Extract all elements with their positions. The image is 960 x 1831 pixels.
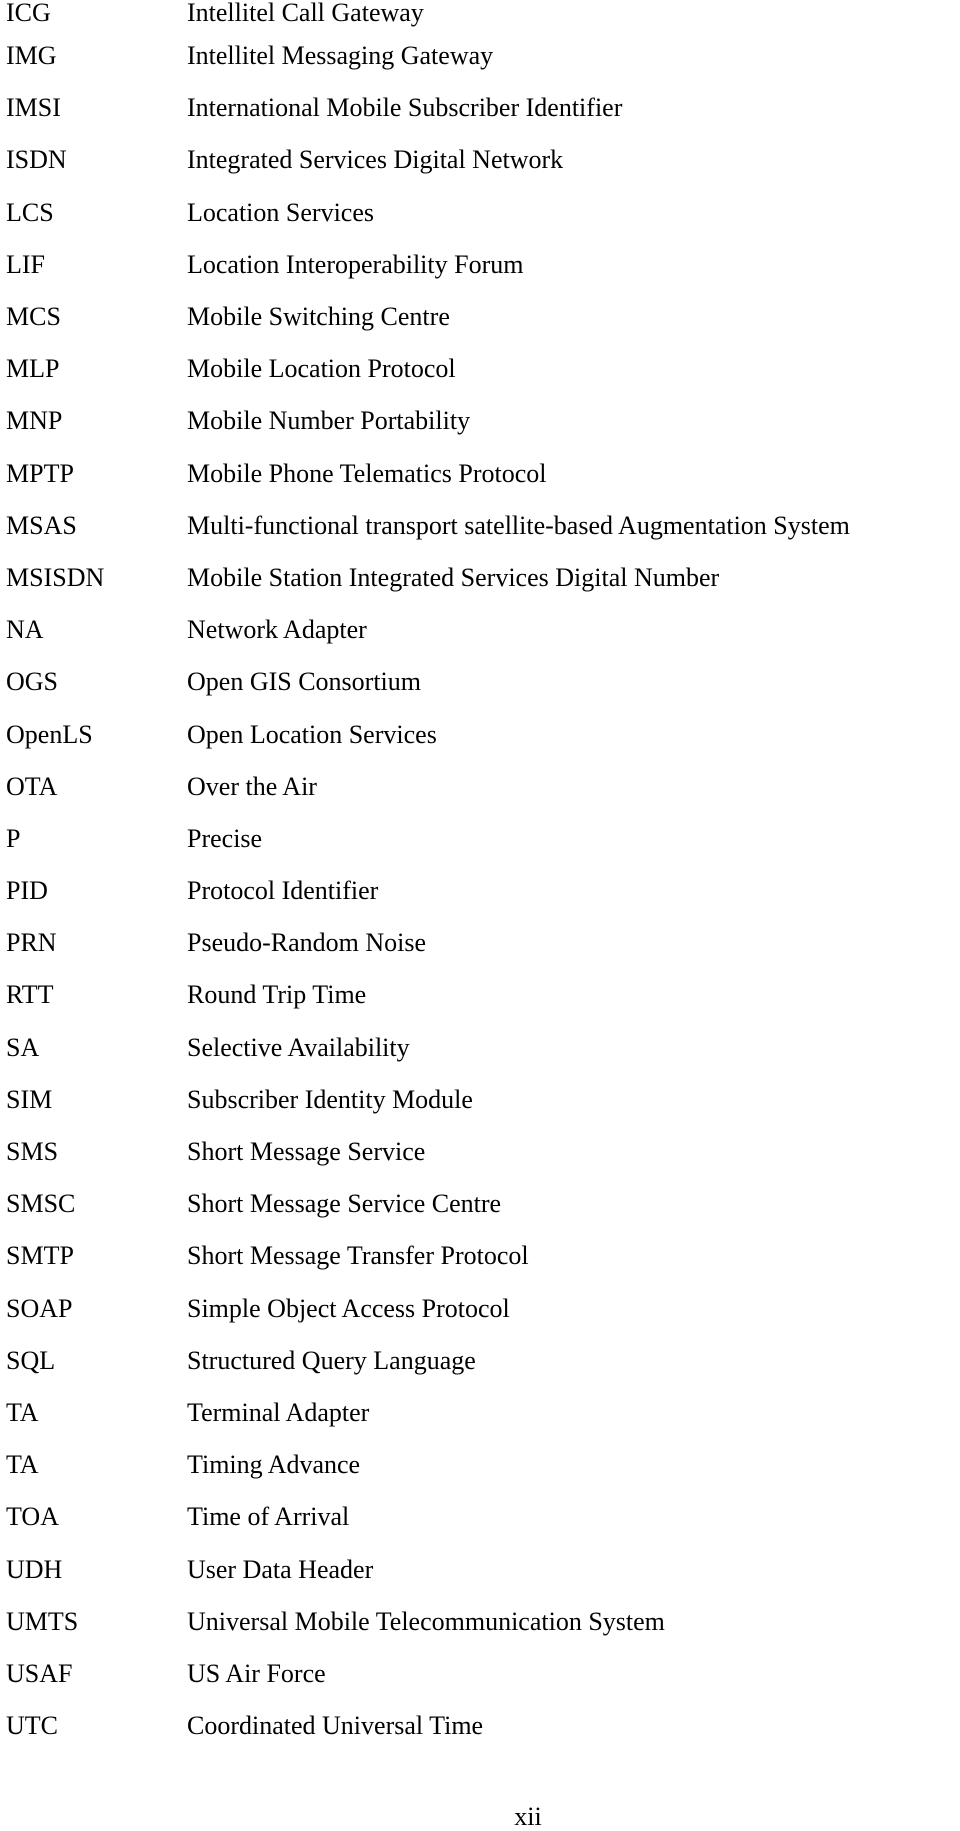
abbreviation-definition: Time of Arrival bbox=[187, 1502, 350, 1532]
abbreviation: MSISDN bbox=[6, 562, 105, 592]
abbreviation-row bbox=[6, 343, 956, 395]
abbreviation-definition: US Air Force bbox=[187, 1658, 326, 1688]
abbreviation-definition: Pseudo-Random Noise bbox=[187, 928, 427, 958]
abbreviation-row bbox=[6, 1700, 956, 1752]
abbreviation-definition: Open GIS Consortium bbox=[187, 667, 421, 697]
abbreviation-row bbox=[6, 239, 956, 291]
abbreviation-row bbox=[6, 1178, 956, 1230]
abbreviation-definition: Network Adapter bbox=[187, 615, 367, 645]
abbreviation-row bbox=[6, 969, 956, 1021]
abbreviation: IMSI bbox=[6, 93, 61, 123]
abbreviation-definition: User Data Header bbox=[187, 1554, 374, 1584]
abbreviation-row bbox=[6, 1126, 956, 1178]
abbreviation-row bbox=[6, 1648, 956, 1700]
abbreviation: MCS bbox=[6, 302, 61, 332]
abbreviation-row bbox=[6, 1491, 956, 1543]
abbreviation-definition: Structured Query Language bbox=[187, 1345, 476, 1375]
abbreviation-row bbox=[6, 395, 956, 447]
abbreviation: MPTP bbox=[6, 458, 74, 488]
abbreviation: SMSC bbox=[6, 1189, 76, 1219]
abbreviation: P bbox=[6, 823, 21, 853]
abbreviation-row bbox=[6, 82, 956, 134]
abbreviation: ISDN bbox=[6, 145, 67, 175]
abbreviation-row bbox=[6, 448, 956, 500]
abbreviation-definition: Mobile Phone Telematics Protocol bbox=[187, 458, 547, 488]
abbreviation-row bbox=[6, 708, 956, 760]
abbreviation: OTA bbox=[6, 771, 58, 801]
abbreviation: IMG bbox=[6, 41, 57, 71]
abbreviation-definition: Location Interoperability Forum bbox=[187, 249, 524, 279]
abbreviation: PRN bbox=[6, 928, 57, 958]
abbreviation-definition: Protocol Identifier bbox=[187, 876, 379, 906]
abbreviation: MSAS bbox=[6, 510, 77, 540]
abbreviation-definition: Open Location Services bbox=[187, 719, 437, 749]
abbreviation: SQL bbox=[6, 1345, 56, 1375]
abbreviation-definition: Universal Mobile Telecommunication System bbox=[187, 1606, 665, 1636]
abbreviation-definition: Short Message Service bbox=[187, 1137, 426, 1167]
abbreviation-definition: Coordinated Universal Time bbox=[187, 1711, 484, 1741]
abbreviation-definition: Mobile Switching Centre bbox=[187, 302, 450, 332]
abbreviation: UDH bbox=[6, 1554, 63, 1584]
abbreviation-row bbox=[6, 813, 956, 865]
abbreviation-row bbox=[6, 656, 956, 708]
abbreviation: OpenLS bbox=[6, 719, 93, 749]
abbreviation: TA bbox=[6, 1397, 39, 1427]
abbreviation-definition: Timing Advance bbox=[187, 1450, 361, 1480]
abbreviation-row bbox=[6, 291, 956, 343]
abbreviation-row bbox=[6, 30, 956, 82]
abbreviation-definition: Multi-functional transport satellite-based Augmentation System bbox=[187, 510, 850, 540]
abbreviation: SMTP bbox=[6, 1241, 74, 1271]
abbreviation: UMTS bbox=[6, 1606, 79, 1636]
abbreviation-row bbox=[6, 1387, 956, 1439]
abbreviation-definition: Short Message Service Centre bbox=[187, 1189, 502, 1219]
abbreviation: NA bbox=[6, 615, 44, 645]
abbreviation-row bbox=[6, 0, 956, 30]
abbreviation-row bbox=[6, 865, 956, 917]
abbreviation-row bbox=[6, 1335, 956, 1387]
abbreviation: LCS bbox=[6, 197, 54, 227]
abbreviation: MLP bbox=[6, 354, 60, 384]
abbreviation-definition: Short Message Transfer Protocol bbox=[187, 1241, 529, 1271]
abbreviation: SOAP bbox=[6, 1293, 73, 1323]
abbreviation: MNP bbox=[6, 406, 63, 436]
abbreviation-definition: Location Services bbox=[187, 197, 374, 227]
abbreviation: LIF bbox=[6, 249, 45, 279]
abbreviation-row bbox=[6, 917, 956, 969]
abbreviation-row bbox=[6, 1230, 956, 1282]
abbreviation-definition: Terminal Adapter bbox=[187, 1397, 370, 1427]
abbreviation-row bbox=[6, 552, 956, 604]
abbreviation-row bbox=[6, 604, 956, 656]
abbreviation-definition: International Mobile Subscriber Identifier bbox=[187, 93, 623, 123]
abbreviation-definition: Round Trip Time bbox=[187, 980, 367, 1010]
abbreviation-definition: Simple Object Access Protocol bbox=[187, 1293, 510, 1323]
abbreviation-definition: Precise bbox=[187, 823, 263, 853]
abbreviation: SIM bbox=[6, 1084, 53, 1114]
abbreviation-definition: Intellitel Messaging Gateway bbox=[187, 41, 494, 71]
abbreviation: TOA bbox=[6, 1502, 59, 1532]
abbreviation: SA bbox=[6, 1032, 40, 1062]
abbreviation-row bbox=[6, 1439, 956, 1491]
abbreviation-row bbox=[6, 500, 956, 552]
abbreviation-row bbox=[6, 761, 956, 813]
abbreviation-row bbox=[6, 1022, 956, 1074]
abbreviation-row bbox=[6, 134, 956, 186]
abbreviation-row bbox=[6, 1283, 956, 1335]
abbreviation-definition: Integrated Services Digital Network bbox=[187, 145, 564, 175]
abbreviation: TA bbox=[6, 1450, 39, 1480]
abbreviation-row bbox=[6, 1596, 956, 1648]
abbreviation: PID bbox=[6, 876, 48, 906]
abbreviation-row bbox=[6, 1074, 956, 1126]
abbreviation-definition: Intellitel Call Gateway bbox=[187, 0, 424, 27]
abbreviation-definition: Mobile Number Portability bbox=[187, 406, 471, 436]
abbreviation-row bbox=[6, 1543, 956, 1595]
abbreviation: ICG bbox=[6, 0, 51, 27]
abbreviation-definition: Mobile Station Integrated Services Digital Number bbox=[187, 562, 720, 592]
abbreviation: SMS bbox=[6, 1137, 59, 1167]
abbreviation: RTT bbox=[6, 980, 54, 1010]
abbreviation-definition: Subscriber Identity Module bbox=[187, 1084, 473, 1114]
abbreviation-definition: Selective Availability bbox=[187, 1032, 410, 1062]
abbreviation-list bbox=[6, 0, 956, 1752]
abbreviation: OGS bbox=[6, 667, 59, 697]
abbreviation: UTC bbox=[6, 1711, 58, 1741]
abbreviation-row bbox=[6, 187, 956, 239]
abbreviation: USAF bbox=[6, 1658, 73, 1688]
abbreviation-definition: Over the Air bbox=[187, 771, 317, 801]
page-number: xii bbox=[514, 1802, 542, 1831]
abbreviation-definition: Mobile Location Protocol bbox=[187, 354, 456, 384]
